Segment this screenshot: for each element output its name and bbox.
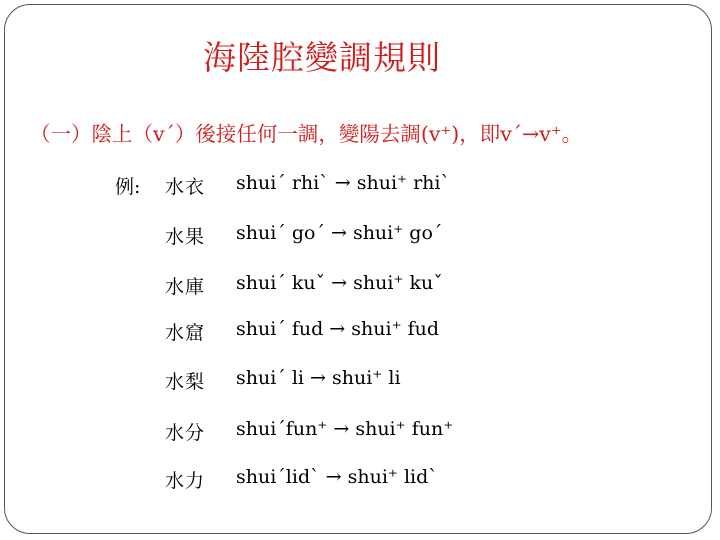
example-word: 水力 bbox=[165, 470, 206, 492]
example-formula: shui´ rhi` → shui⁺ rhi` bbox=[236, 172, 451, 194]
slide-title: 海陸腔變調規則 bbox=[203, 38, 441, 77]
example-formula: shui´fun⁺ → shui⁺ fun⁺ bbox=[236, 418, 454, 440]
example-word: 水分 bbox=[165, 422, 206, 444]
example-label: 例: bbox=[115, 176, 141, 198]
example-word: 水果 bbox=[165, 226, 206, 248]
tone-rule-text: （一）陰上（v´）後接任何一調，變陽去調(v⁺)，即v´→v⁺。 bbox=[30, 122, 583, 146]
example-word: 水窟 bbox=[165, 322, 206, 344]
example-formula: shui´ kuˇ → shui⁺ kuˇ bbox=[236, 272, 443, 294]
example-formula: shui´ go´ → shui⁺ go´ bbox=[236, 222, 443, 244]
example-word: 水庫 bbox=[165, 276, 206, 298]
slide-frame bbox=[4, 4, 712, 534]
example-word: 水衣 bbox=[165, 176, 206, 198]
example-word: 水梨 bbox=[165, 371, 206, 393]
example-formula: shui´lid` → shui⁺ lid` bbox=[236, 466, 438, 488]
example-formula: shui´ li → shui⁺ li bbox=[236, 367, 401, 389]
example-formula: shui´ fud → shui⁺ fud bbox=[236, 318, 440, 340]
